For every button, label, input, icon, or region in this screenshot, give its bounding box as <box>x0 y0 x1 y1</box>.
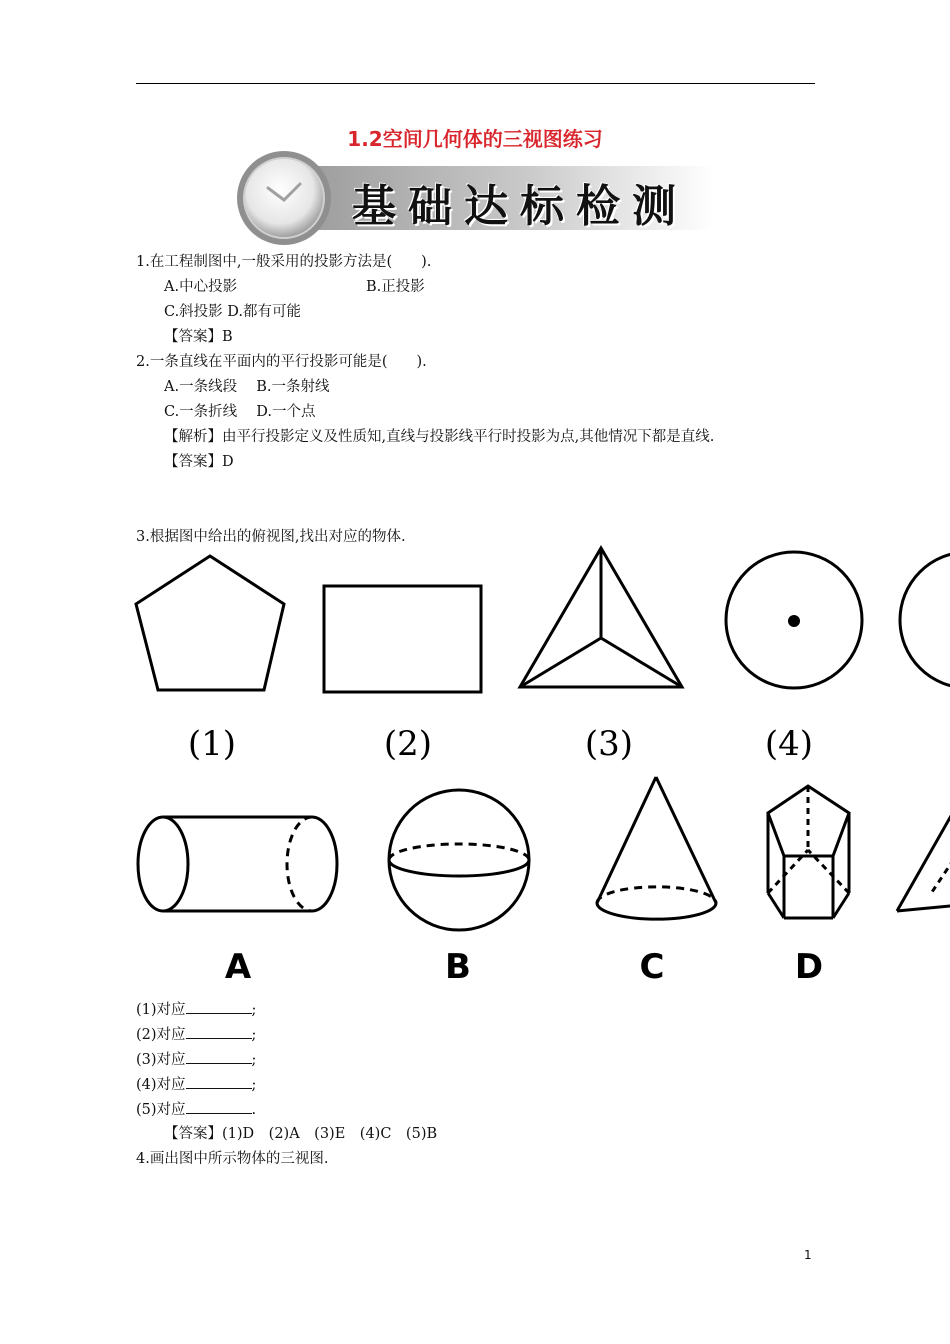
answer-blank[interactable] <box>186 999 252 1014</box>
header-rule <box>136 83 815 84</box>
q2-stem: 2.一条直线在平面内的平行投影可能是( ). <box>136 354 427 370</box>
objects-figure <box>0 770 950 990</box>
q3-blank-5: (5)对应 . <box>136 1099 256 1120</box>
answer-blank[interactable] <box>186 1099 252 1114</box>
q3-blank-3: (3)对应 ; <box>136 1049 256 1070</box>
object-label-a: A <box>224 947 252 987</box>
q2-option-cd: C.一条折线 D.一个点 <box>164 404 316 420</box>
section-banner <box>234 148 714 248</box>
top-view-triangle <box>520 548 682 687</box>
object-pyramid-partial <box>897 800 950 911</box>
object-cone <box>597 777 716 919</box>
view-label-2: (2) <box>383 724 433 764</box>
object-label-d: D <box>794 947 824 987</box>
banner-label: 基础达标检测 <box>352 181 688 232</box>
q2-analysis: 【解析】由平行投影定义及性质知,直线与投影线平行时投影为点,其他情况下都是直线. <box>164 429 715 445</box>
top-view-rectangle <box>324 586 481 692</box>
view-label-3: (3) <box>584 724 634 764</box>
object-label-b: B <box>445 947 471 987</box>
q4-stem: 4.画出图中所示物体的三视图. <box>136 1151 329 1167</box>
top-views-figure <box>0 540 950 770</box>
answer-blank[interactable] <box>186 1074 252 1089</box>
top-view-pentagon <box>136 556 284 690</box>
object-label-c: C <box>639 947 665 987</box>
q2-option-ab: A.一条线段 B.一条射线 <box>164 379 330 395</box>
clock-icon <box>234 148 334 248</box>
answer-blank[interactable] <box>186 1024 252 1039</box>
object-prism <box>768 786 849 918</box>
q1-option-cd: C.斜投影 D.都有可能 <box>164 304 302 320</box>
q3-stem: 3.根据图中给出的俯视图,找出对应的物体. <box>136 529 406 545</box>
top-view-circle-dot <box>726 552 862 688</box>
page-title: 1.2空间几何体的三视图练习 <box>347 127 603 151</box>
q2-answer: 【答案】D <box>164 454 234 470</box>
answer-blank[interactable] <box>186 1049 252 1064</box>
object-sphere <box>389 790 529 930</box>
q3-blank-4: (4)对应 ; <box>136 1074 256 1095</box>
view-label-1: (1) <box>187 724 237 764</box>
object-cylinder <box>138 817 337 911</box>
q1-option-a: A.中心投影 <box>164 279 238 295</box>
q3-answer: 【答案】(1)D (2)A (3)E (4)C (5)B <box>164 1126 438 1142</box>
q3-blank-2: (2)对应 ; <box>136 1024 256 1045</box>
q1-stem: 1.在工程制图中,一般采用的投影方法是( ). <box>136 254 432 270</box>
q1-answer: 【答案】B <box>164 329 233 345</box>
top-view-circle-partial <box>900 552 950 688</box>
q3-blank-1: (1)对应 ; <box>136 999 256 1020</box>
q1-option-b: B.正投影 <box>366 279 425 295</box>
view-label-4: (4) <box>764 724 814 764</box>
page-number: 1 <box>804 1248 812 1262</box>
